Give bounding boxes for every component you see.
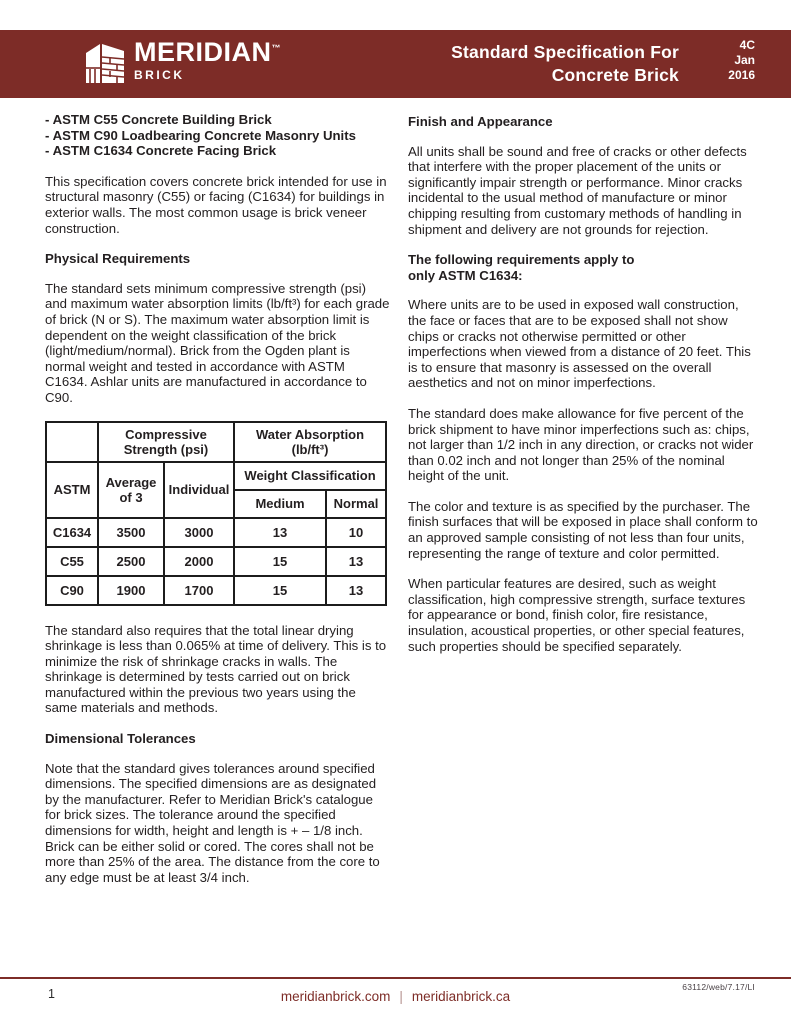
logo-sub-text: BRICK bbox=[134, 68, 185, 82]
col-header-normal: Normal bbox=[326, 490, 386, 518]
cell-average: 2500 bbox=[98, 547, 164, 576]
dimensional-tolerances-heading: Dimensional Tolerances bbox=[45, 731, 196, 747]
col-group-compressive-strength: Compressive Strength (psi) bbox=[98, 422, 234, 462]
list-item: - ASTM C1634 Concrete Facing Brick bbox=[45, 143, 277, 159]
website-link-com[interactable]: meridianbrick.com bbox=[280, 989, 391, 1004]
physical-requirements-heading: Physical Requirements bbox=[45, 251, 191, 267]
c1634-heading-line2: only ASTM C1634: bbox=[408, 267, 523, 283]
right-column bbox=[408, 112, 760, 900]
document-title-line1: Standard Specification For bbox=[451, 42, 679, 62]
table-row bbox=[46, 576, 386, 605]
logo-brand-text: MERIDIAN bbox=[134, 37, 272, 67]
physical-requirements-paragraph: The standard sets minimum compressive strength (psi) and maximum water absorption limits (lb/ft³) for each grade of brick (N or S). The maximum water absorption limit is dependent on the weight classification of the brick (light/medium/normal). Brick from the Ogden plant is normal weight and tested in accordance with ASTM C1634. Ashlar units are manufactured in accordance to C90. bbox=[45, 280, 390, 405]
logo-wordmark bbox=[134, 39, 281, 66]
intro-paragraph: This specification covers concrete brick intended for use in structural masonry (C55) or facing (C1634) for buildings in exterior walls. The most common usage is brick veneer construction. bbox=[45, 173, 387, 236]
shrinkage-paragraph: The standard also requires that the total linear drying shrinkage is less than 0.065% at time of delivery. This is to minimize the risk of shrinkage cracks in walls. The shrinkage is determined by tests carried out on brick manufactured within the previous two years using the same materials and methods. bbox=[45, 622, 387, 716]
edition-code: 4C bbox=[739, 38, 755, 52]
edition-year: 2016 bbox=[728, 68, 755, 82]
finish-appearance-paragraph: All units shall be sound and free of cracks or other defects that interfere with the proper placement of the units or significantly impair strength or performance. Minor cracks incidental to the usual method of manufacture or minor chipping resulting from customary methods of handling in shipment and delivery are not grounds for rejection. bbox=[408, 143, 747, 237]
special-features-paragraph: When particular features are desired, such as weight classification, high compressive strength, surface textures for appearance or bond, finish color, fire resistance, insulation, acoustical properties, or other special features, such properties should be specified separately. bbox=[408, 576, 746, 654]
cell-medium: 15 bbox=[234, 576, 326, 605]
cell-individual: 1700 bbox=[164, 576, 234, 605]
cell-individual: 2000 bbox=[164, 547, 234, 576]
table-corner-cell bbox=[46, 422, 98, 462]
body-columns bbox=[45, 112, 760, 900]
trademark-symbol: ™ bbox=[271, 43, 281, 53]
exposed-wall-paragraph: Where units are to be used in exposed wall construction, the face or faces that are to be exposed shall not show chips or cracks not otherwise permitted or other imperfections when viewed from a distance of 20 feet. This is to ensure that masonry is assessed on the overall aesthetics and not on minor imperfections. bbox=[408, 297, 751, 391]
cell-normal: 13 bbox=[326, 576, 386, 605]
table-row bbox=[46, 518, 386, 547]
physical-requirements-table bbox=[45, 421, 387, 606]
cell-individual: 3000 bbox=[164, 518, 234, 547]
col-group-water-absorption: Water Absorption (lb/ft³) bbox=[234, 422, 386, 462]
cell-astm-standard: C1634 bbox=[46, 518, 98, 547]
cell-medium: 15 bbox=[234, 547, 326, 576]
cell-astm-standard: C90 bbox=[46, 576, 98, 605]
brick-building-icon bbox=[85, 41, 125, 85]
cell-normal: 10 bbox=[326, 518, 386, 547]
finish-appearance-heading: Finish and Appearance bbox=[408, 114, 553, 129]
dimensional-tolerances-paragraph: Note that the standard gives tolerances around specified dimensions. The specified dimensions are as designated by the manufacturer. Refer to Meridian Brick's catalogue for brick sizes. The tolerance around the specified dimensions for width, height and length is + – 1/8 inch. Brick can be either solid or cored. The cores shall not be more than 25% of the area. The distance from the core to any edge must be at least 3/4 inch. bbox=[45, 760, 380, 885]
table-row bbox=[46, 547, 386, 576]
imperfection-allowance-paragraph: The standard does make allowance for five percent of the brick shipment to have minor imperfections such as: chips, not larger than 1/2 inch in any direction, or cracks not wider than 0.02 inch and not longer than 25% of the nominal height of the unit. bbox=[408, 405, 754, 484]
col-header-individual: Individual bbox=[164, 462, 234, 518]
list-item: - ASTM C90 Loadbearing Concrete Masonry Units bbox=[45, 127, 356, 143]
col-header-average-of-3: Average of 3 bbox=[98, 462, 164, 518]
document-title-line2: Concrete Brick bbox=[551, 65, 679, 85]
col-header-astm: ASTM bbox=[46, 462, 98, 518]
col-header-medium: Medium bbox=[234, 490, 326, 518]
footer-divider bbox=[0, 977, 791, 979]
meridian-brick-logo bbox=[85, 39, 281, 85]
edition-month: Jan bbox=[734, 53, 755, 67]
page-number: 1 bbox=[48, 987, 55, 1001]
footer-separator: | bbox=[399, 989, 403, 1004]
table-row bbox=[46, 462, 386, 490]
left-column bbox=[45, 112, 390, 900]
c1634-heading-line1: The following requirements apply to bbox=[408, 252, 635, 268]
col-header-weight-classification: Weight Classification bbox=[234, 462, 386, 490]
footer-websites bbox=[0, 989, 791, 1004]
cell-average: 3500 bbox=[98, 518, 164, 547]
list-item: - ASTM C55 Concrete Building Brick bbox=[45, 112, 272, 127]
document-code: 63112/web/7.17/LI bbox=[682, 982, 755, 992]
cell-astm-standard: C55 bbox=[46, 547, 98, 576]
document-title bbox=[451, 41, 679, 87]
cell-medium: 13 bbox=[234, 518, 326, 547]
website-link-ca[interactable]: meridianbrick.ca bbox=[411, 989, 511, 1004]
c1634-requirements-heading bbox=[408, 252, 760, 283]
color-texture-paragraph: The color and texture is as specified by the purchaser. The finish surfaces that will be exposed in place shall conform to an approved sample consisting of not less than four units, representing the range of texture and color permitted. bbox=[408, 498, 758, 561]
table-row bbox=[46, 422, 386, 462]
cell-normal: 13 bbox=[326, 547, 386, 576]
cell-average: 1900 bbox=[98, 576, 164, 605]
astm-standards-list bbox=[45, 112, 390, 159]
logo-text bbox=[134, 39, 281, 81]
header-band bbox=[0, 30, 791, 98]
edition-block bbox=[728, 38, 755, 83]
